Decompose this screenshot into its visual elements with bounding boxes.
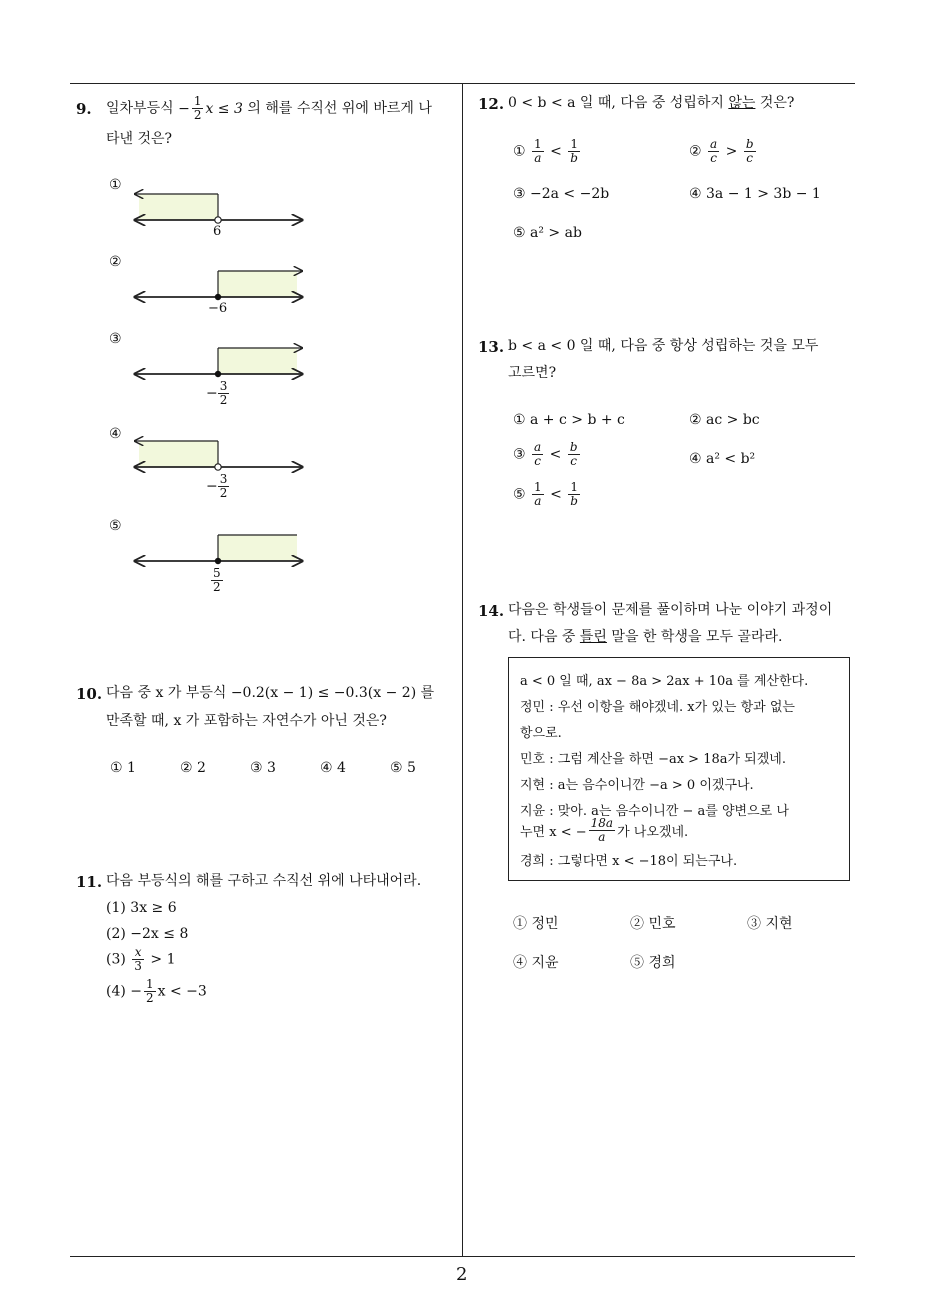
q9-number-lines bbox=[0, 0, 462, 620]
q10-option-5: ⑤ 5 bbox=[390, 760, 416, 776]
q14-option-4: ④ 지윤 bbox=[513, 955, 559, 971]
q14-line-2-post: 말을 한 학생을 모두 골라라. bbox=[611, 629, 783, 645]
q14-line-2-underlined: 틀린 bbox=[579, 629, 607, 645]
q9-option-3-closed-point bbox=[215, 371, 221, 377]
q9-option-1-shade bbox=[139, 194, 218, 220]
q14-box-line-5: 지현 : a는 음수이니깐 −a > 0 이겠구나. bbox=[520, 778, 754, 793]
q9-option-4-shade bbox=[139, 441, 218, 467]
q12-text-post: 것은? bbox=[759, 95, 795, 111]
q11-item-4-fraction bbox=[144, 978, 156, 1005]
q13-option-3-operator: < bbox=[549, 446, 562, 463]
q9-option-1-label: 6 bbox=[213, 224, 222, 239]
q14-box-line-7-num: 18a bbox=[590, 816, 614, 830]
q14-box-line-7-post: 가 나오겠네. bbox=[617, 825, 689, 840]
q14-box-line-7-fraction bbox=[589, 817, 615, 844]
q12-text-pre: 0 < b < a 일 때, 다음 중 성립하지 bbox=[508, 95, 724, 111]
q12-option-1-left-num: 1 bbox=[534, 137, 542, 151]
q13-option-3-left-den: c bbox=[534, 454, 541, 468]
q9-ineq-sign: − bbox=[178, 100, 190, 117]
q9-option-4-sign: − bbox=[206, 478, 218, 495]
q12-option-2 bbox=[689, 138, 758, 165]
q9-text-b: 의 해를 수직선 위에 바르게 나 bbox=[247, 100, 432, 117]
q11-item-3-fraction bbox=[132, 946, 144, 973]
q9-option-4-fraction bbox=[218, 473, 230, 500]
q9-option-4-open-point bbox=[215, 464, 221, 470]
q9-option-5-den: 2 bbox=[213, 580, 221, 594]
q12-option-2-left-num: a bbox=[710, 137, 718, 151]
q14-number: 14. bbox=[478, 602, 505, 620]
q14-option-1: ① 정민 bbox=[513, 916, 559, 932]
q14-box-line-3: 항으로. bbox=[520, 726, 562, 741]
q12-option-1-right-num: 1 bbox=[568, 138, 580, 152]
q14-line-2-pre: 다. 다음 중 bbox=[508, 629, 576, 645]
q13-number: 13. bbox=[478, 338, 505, 356]
q10-line-1: 다음 중 x 가 부등식 −0.2(x − 1) ≤ −0.3(x − 2) 를 bbox=[106, 685, 435, 701]
q9-option-3-label bbox=[206, 380, 229, 407]
q9-option-3-num: 3 bbox=[219, 379, 228, 393]
column-divider bbox=[462, 83, 463, 1256]
q9-option-2-numberline bbox=[135, 271, 302, 300]
q11-item-4 bbox=[106, 978, 207, 1005]
q12-question bbox=[508, 90, 794, 116]
q9-text-c: 타낸 것은? bbox=[106, 131, 173, 147]
q14-box-line-7-pre: 누면 x < − bbox=[520, 825, 587, 840]
q13-option-1: ① a + c > b + c bbox=[513, 412, 625, 428]
q12-option-5: ⑤ a² > ab bbox=[513, 225, 582, 241]
q13-option-3 bbox=[513, 441, 582, 468]
q13-option-3-left bbox=[532, 441, 543, 468]
q11-item-4-suffix: x < −3 bbox=[157, 983, 207, 1000]
q9-option-1-mark: ① bbox=[109, 177, 122, 193]
q13-option-5-right-num: 1 bbox=[568, 481, 580, 495]
q14-box-line-7 bbox=[520, 817, 688, 844]
q13-option-3-left-num: a bbox=[534, 440, 542, 454]
q12-option-2-right-den: c bbox=[746, 151, 754, 165]
q9-option-3-fraction bbox=[218, 380, 230, 407]
q12-option-1-left-den: a bbox=[534, 151, 542, 165]
q13-option-2: ② ac > bc bbox=[689, 412, 760, 428]
q9-option-1-numberline bbox=[135, 194, 302, 223]
q11-line-1: 다음 부등식의 해를 구하고 수직선 위에 나타내어라. bbox=[106, 873, 422, 889]
q11-item-2: (2) −2x ≤ 8 bbox=[106, 926, 189, 942]
q13-option-4: ④ a² < b² bbox=[689, 451, 756, 467]
q14-box-line-6: 지윤 : 맞아. a는 음수이니깐 − a를 양변으로 나 bbox=[520, 804, 789, 819]
q14-line-1: 다음은 학생들이 문제를 풀이하며 나눈 이야기 과정이 bbox=[508, 602, 833, 618]
q13-option-5-mark: ⑤ bbox=[513, 486, 526, 503]
q9-option-2-mark: ② bbox=[109, 254, 122, 270]
q13-option-3-right-den: c bbox=[570, 454, 578, 468]
q13-option-3-mark: ③ bbox=[513, 446, 526, 463]
q9-option-4-num: 3 bbox=[219, 472, 228, 486]
q14-box-line-4: 민호 : 그럼 계산을 하면 −ax > 18a가 되겠네. bbox=[520, 752, 786, 767]
q13-line-1: b < a < 0 일 때, 다음 중 항상 성립하는 것을 모두 bbox=[508, 338, 819, 354]
q9-option-1-open-point bbox=[215, 217, 221, 223]
q13-option-5-left-num: 1 bbox=[534, 480, 542, 494]
q13-option-5-left-den: a bbox=[534, 494, 542, 508]
q12-option-1-right-den: b bbox=[570, 151, 578, 165]
q14-line-2 bbox=[508, 624, 782, 650]
q12-number: 12. bbox=[478, 95, 505, 113]
q14-option-3: ③ 지현 bbox=[747, 916, 793, 932]
page-number: 2 bbox=[456, 1264, 468, 1285]
q13-line-2: 고르면? bbox=[508, 365, 557, 381]
q9-option-5-fraction bbox=[211, 567, 223, 594]
q12-option-2-left bbox=[708, 138, 719, 165]
q12-text-underlined: 않는 bbox=[728, 95, 756, 111]
q9-ineq-den: 2 bbox=[193, 108, 202, 122]
q12-option-1-right bbox=[568, 138, 580, 165]
q9-option-2-shade bbox=[218, 271, 297, 297]
q14-option-2: ② 민호 bbox=[630, 916, 676, 932]
q14-box-line-7-den: a bbox=[598, 830, 606, 844]
q11-item-3-prefix: (3) bbox=[106, 951, 126, 968]
q13-option-5-left bbox=[532, 481, 544, 508]
q9-option-3-den: 2 bbox=[219, 393, 228, 407]
q9-ineq-rest: x ≤ 3 bbox=[205, 100, 243, 117]
q11-number: 11. bbox=[76, 873, 103, 891]
q10-number: 10. bbox=[76, 685, 103, 703]
q9-option-3-shade bbox=[218, 348, 297, 374]
q11-item-3-num: x bbox=[132, 946, 144, 960]
q9-number: 9. bbox=[76, 100, 92, 118]
q9-option-5-shade bbox=[218, 535, 297, 561]
q10-option-4: ④ 4 bbox=[320, 760, 346, 776]
q12-option-1-left bbox=[532, 138, 544, 165]
q9-option-3-mark: ③ bbox=[109, 331, 122, 347]
q11-item-4-prefix: (4) − bbox=[106, 983, 143, 1000]
q14-box-line-8: 경희 : 그렇다면 x < −18이 되는구나. bbox=[520, 854, 738, 869]
q9-option-2-label: −6 bbox=[208, 301, 228, 316]
q10-option-3: ③ 3 bbox=[250, 760, 276, 776]
q9-option-4-mark: ④ bbox=[109, 426, 122, 442]
q14-box-line-1: a < 0 일 때, ax − 8a > 2ax + 10a 를 계산한다. bbox=[520, 674, 809, 689]
q11-item-4-den: 2 bbox=[146, 991, 154, 1005]
q12-option-4: ④ 3a − 1 > 3b − 1 bbox=[689, 186, 821, 202]
q13-option-3-right-num: b bbox=[569, 440, 578, 454]
q12-option-2-mark: ② bbox=[689, 143, 702, 160]
q14-dialogue-box bbox=[508, 657, 850, 881]
q9-option-5-label bbox=[211, 567, 223, 594]
q9-ineq-num: 1 bbox=[193, 94, 202, 108]
q11-item-3-den: 3 bbox=[134, 959, 142, 973]
q12-option-2-right-num: b bbox=[745, 137, 754, 151]
q14-option-5: ⑤ 경희 bbox=[630, 955, 676, 971]
q11-item-1: (1) 3x ≥ 6 bbox=[106, 900, 177, 916]
q11-item-4-num: 1 bbox=[146, 977, 154, 991]
q12-option-1 bbox=[513, 138, 582, 165]
q9-option-5-mark: ⑤ bbox=[109, 518, 122, 534]
q12-option-2-left-den: c bbox=[710, 151, 717, 165]
q12-option-2-right bbox=[744, 138, 756, 165]
q10-option-1: ① 1 bbox=[110, 760, 136, 776]
q9-option-5-num: 5 bbox=[213, 566, 221, 580]
q13-option-5-operator: < bbox=[550, 486, 562, 503]
q10-line-2: 만족할 때, x 가 포함하는 자연수가 아닌 것은? bbox=[106, 713, 387, 729]
q9-option-4-numberline bbox=[135, 441, 302, 470]
bottom-rule bbox=[70, 1256, 855, 1257]
q12-option-1-mark: ① bbox=[513, 143, 526, 160]
q9-option-2-closed-point bbox=[215, 294, 221, 300]
q13-option-3-right bbox=[568, 441, 580, 468]
q9-option-4-label bbox=[206, 473, 229, 500]
q12-option-1-operator: < bbox=[550, 143, 562, 160]
q9-option-3-numberline bbox=[135, 348, 302, 377]
q9-option-5-closed-point bbox=[215, 558, 221, 564]
q13-option-5-right bbox=[568, 481, 580, 508]
q9-option-4-den: 2 bbox=[219, 486, 228, 500]
q13-option-5 bbox=[513, 481, 582, 508]
q9-text-a: 일차부등식 bbox=[106, 100, 174, 117]
q14-box-line-2: 정민 : 우선 이항을 해야겠네. x가 있는 항과 없는 bbox=[520, 700, 795, 715]
q9-option-3-sign: − bbox=[206, 385, 218, 402]
q10-option-2: ② 2 bbox=[180, 760, 206, 776]
q12-option-3: ③ −2a < −2b bbox=[513, 186, 610, 202]
q13-option-5-right-den: b bbox=[570, 494, 578, 508]
q11-item-3 bbox=[106, 946, 175, 973]
q12-option-2-operator: > bbox=[725, 143, 738, 160]
q11-item-3-suffix: > 1 bbox=[150, 951, 176, 968]
q9-option-5-numberline bbox=[135, 535, 302, 564]
